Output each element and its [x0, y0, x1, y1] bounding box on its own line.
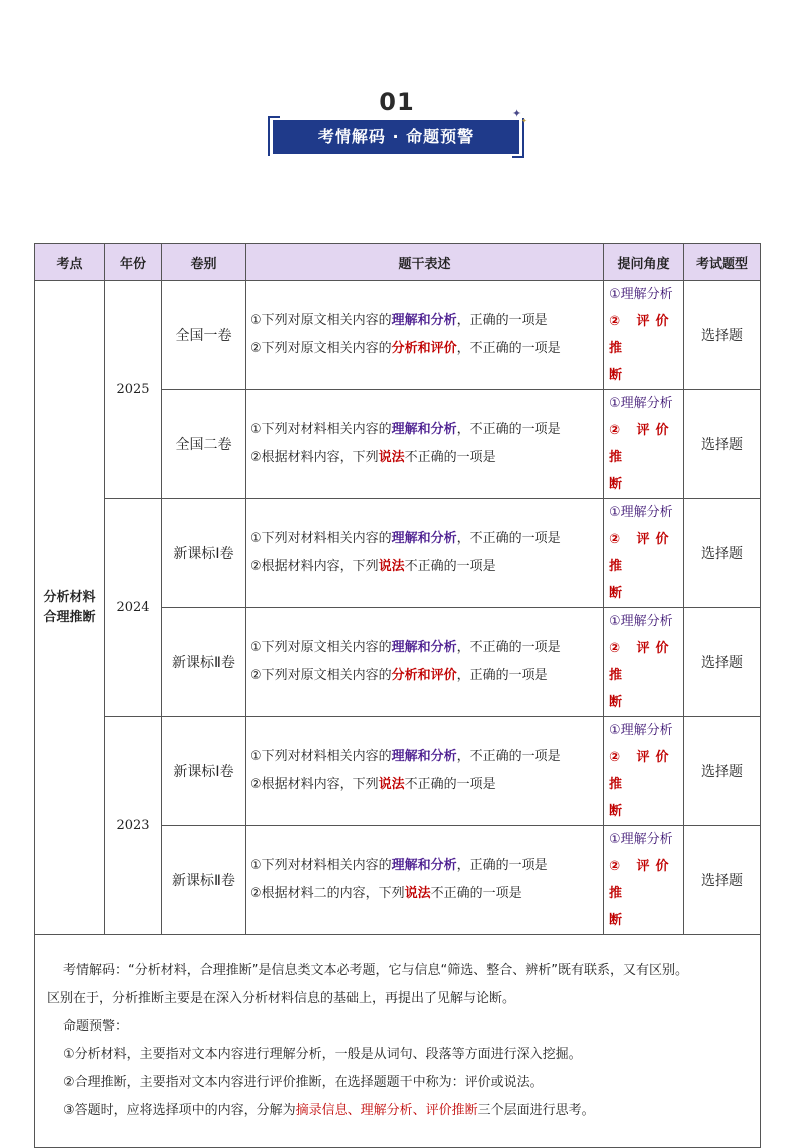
- question-cell: ①下列对原文相关内容的理解和分析，不正确的一项是 ②下列对原文相关内容的分析和评价，正确的一项是: [246, 608, 604, 717]
- exam-analysis-table: [34, 243, 761, 1148]
- type-cell: 选择题: [684, 499, 761, 608]
- type-cell: 选择题: [684, 281, 761, 390]
- angle-cell: ①理解分析 ② 评价推 断: [604, 717, 684, 826]
- sparkle-small-icon: ✦: [521, 117, 527, 125]
- angle-cell: ①理解分析 ② 评价推 断: [604, 281, 684, 390]
- table-row: [35, 717, 761, 826]
- warning-point-2: ②合理推断，主要指对文本内容进行评价推断，在选择题题干中称为：评价或说法。: [63, 1075, 543, 1090]
- paper-cell: 新课标Ⅱ卷: [162, 608, 246, 717]
- decode-paragraph: 考情解码：“分析材料，合理推断”是信息类文本必考题，它与信息“筛选、整合、辨析”既有联系，又有区别。: [63, 963, 688, 978]
- paper-cell: 新课标Ⅰ卷: [162, 717, 246, 826]
- angle-cell: ①理解分析 ② 评价推 断: [604, 826, 684, 935]
- year-cell: 2025: [105, 281, 162, 499]
- section-title: 考情解码 · 命题预警: [273, 120, 519, 154]
- header-paper: 卷别: [162, 244, 246, 281]
- paper-cell: 新课标Ⅰ卷: [162, 499, 246, 608]
- section-number: 01: [379, 88, 415, 116]
- angle-cell: ①理解分析 ② 评价推 断: [604, 608, 684, 717]
- decode-paragraph-cont: 区别在于，分析推断主要是在深入分析材料信息的基础上，再提出了见解与论断。: [47, 991, 516, 1006]
- table-row: [35, 281, 761, 390]
- angle-cell: ①理解分析 ② 评价推 断: [604, 499, 684, 608]
- footer-row: [35, 935, 761, 1148]
- year-cell: 2024: [105, 499, 162, 717]
- warning-point-1: ①分析材料，主要指对文本内容进行理解分析，一般是从词句、段落等方面进行深入挖掘。: [63, 1047, 582, 1062]
- topic-cell: 分析材料 合理推断: [35, 281, 105, 935]
- exam-decode-cell: [35, 935, 761, 1148]
- type-cell: 选择题: [684, 608, 761, 717]
- table-row: [35, 499, 761, 608]
- header-angle: 提问角度: [604, 244, 684, 281]
- angle-cell: ①理解分析 ② 评价推 断: [604, 390, 684, 499]
- warning-label: 命题预警：: [63, 1019, 129, 1034]
- type-cell: 选择题: [684, 717, 761, 826]
- paper-cell: 全国一卷: [162, 281, 246, 390]
- question-cell: ①下列对材料相关内容的理解和分析，不正确的一项是 ②根据材料内容，下列说法不正确的一项是: [246, 499, 604, 608]
- type-cell: 选择题: [684, 826, 761, 935]
- warning-point-3: ③答题时，应将选择项中的内容，分解为摘录信息、理解分析、评价推断三个层面进行思考。: [63, 1103, 595, 1118]
- paper-cell: 新课标Ⅱ卷: [162, 826, 246, 935]
- section-banner: [268, 107, 527, 158]
- header-type: 考试题型: [684, 244, 761, 281]
- question-cell: ①下列对原文相关内容的理解和分析，正确的一项是 ②下列对原文相关内容的分析和评价，不正确的一项是: [246, 281, 604, 390]
- paper-cell: 全国二卷: [162, 390, 246, 499]
- table-header-row: [35, 244, 761, 281]
- header-topic: 考点: [35, 244, 105, 281]
- year-cell: 2023: [105, 717, 162, 935]
- sparkle-icon: ✦: [512, 107, 522, 120]
- question-cell: ①下列对材料相关内容的理解和分析，正确的一项是 ②根据材料二的内容，下列说法不正确的一项是: [246, 826, 604, 935]
- question-cell: ①下列对材料相关内容的理解和分析，不正确的一项是 ②根据材料内容，下列说法不正确的一项是: [246, 717, 604, 826]
- type-cell: 选择题: [684, 390, 761, 499]
- header-year: 年份: [105, 244, 162, 281]
- question-cell: ①下列对材料相关内容的理解和分析，不正确的一项是 ②根据材料内容，下列说法不正确的一项是: [246, 390, 604, 499]
- header-question: 题干表述: [246, 244, 604, 281]
